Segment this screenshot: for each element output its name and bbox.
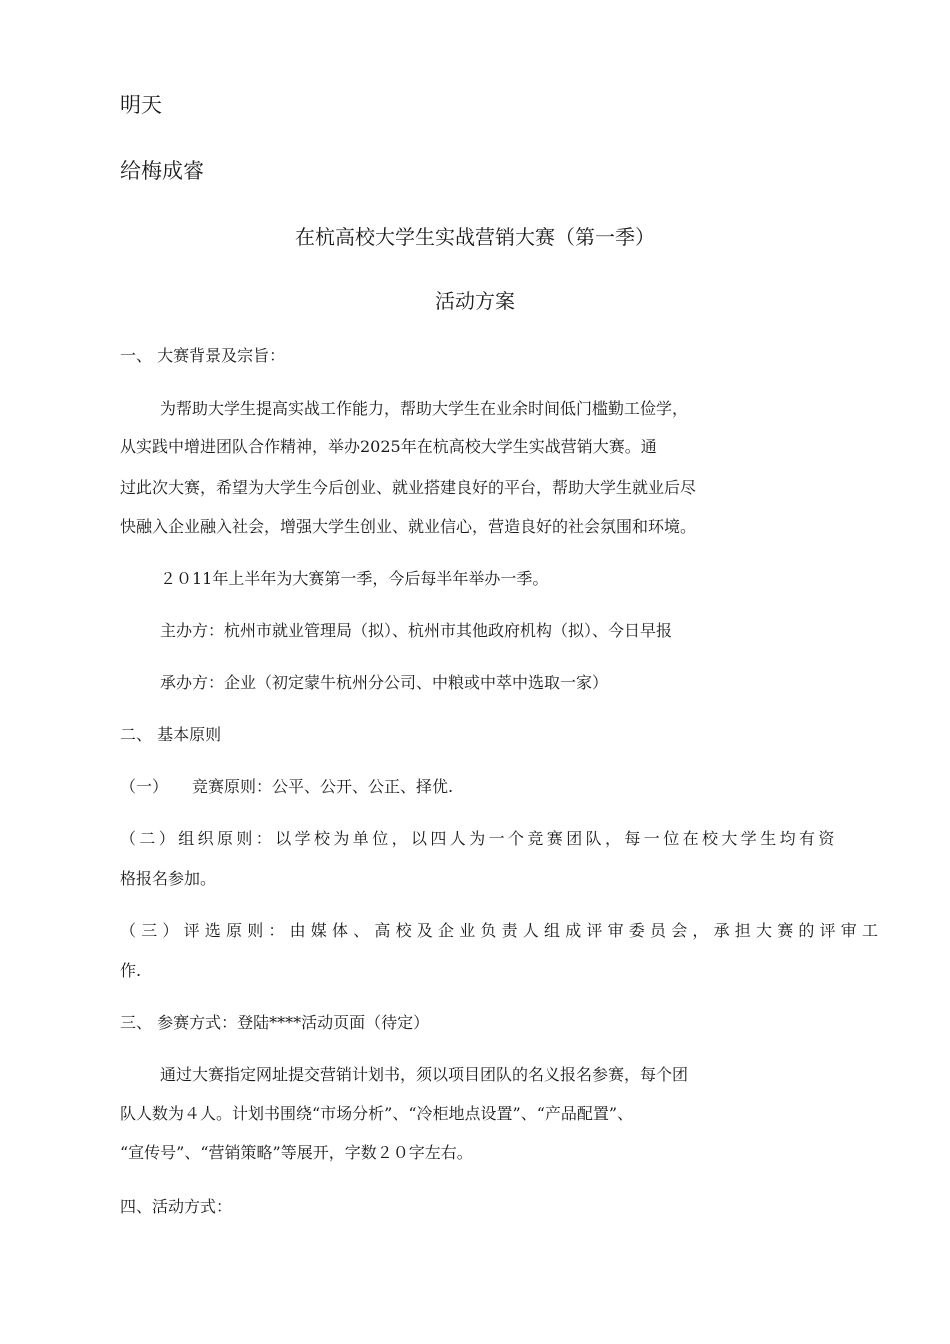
document-subtitle: 活动方案 — [435, 289, 515, 313]
section-3-heading: 三、 参赛方式：登陆****活动页面（待定） — [120, 1013, 430, 1032]
organizer-line: 主办方：杭州市就业管理局（拟）、杭州市其他政府机构（拟）、今日早报 — [160, 621, 673, 640]
section-1-heading: 一、 大赛背景及宗旨： — [120, 346, 286, 365]
principle-1: （一） 竞赛原则：公平、公开、公正、择优. — [120, 777, 454, 796]
section-1-paragraph-line: 过此次大赛，希望为大学生今后创业、就业搭建良好的平台，帮助大学生就业后尽 — [120, 478, 697, 497]
co-organizer-line: 承办方：企业（初定蒙牛杭州分公司、中粮或中萃中选取一家） — [160, 673, 609, 692]
principle-2-line: （二）组织原则：以学校为单位，以四人为一个竞赛团队，每一位在校大学生均有资 — [120, 829, 838, 848]
section-1-paragraph-line: 快融入企业融入社会，增强大学生创业、就业信心，营造良好的社会氛围和环境。 — [120, 517, 697, 536]
header-line-1: 明天 — [120, 93, 162, 117]
section-3-paragraph-line: 通过大赛指定网址提交营销计划书，须以项目团队的名义报名参赛，每个团 — [160, 1065, 689, 1084]
header-line-2: 给梅成睿 — [120, 159, 204, 183]
section-3-paragraph-line: “宣传号”、“营销策略”等展开，字数２０字左右。 — [120, 1143, 473, 1162]
section-3-paragraph-line: 队人数为４人。计划书围绕“市场分析”、“冷柜地点设置”、“产品配置”、 — [120, 1104, 634, 1123]
principle-3-line: （三）评选原则：由媒体、高校及企业负责人组成评审委员会，承担大赛的评审工 — [120, 921, 884, 940]
season-note: ２０11年上半年为大赛第一季，今后每半年举办一季。 — [160, 569, 549, 588]
document-title: 在杭高校大学生实战营销大赛（第一季） — [295, 225, 655, 249]
section-1-paragraph-line: 为帮助大学生提高实战工作能力，帮助大学生在业余时间低门槛勤工俭学， — [160, 399, 689, 418]
principle-3-line: 作. — [120, 961, 142, 980]
section-4-heading: 四、活动方式： — [120, 1197, 233, 1216]
section-1-paragraph-line: 从实践中增进团队合作精神，举办2025年在杭高校大学生实战营销大赛。通 — [120, 437, 657, 456]
principle-2-line: 格报名参加。 — [120, 869, 217, 888]
section-2-heading: 二、 基本原则 — [120, 725, 222, 744]
